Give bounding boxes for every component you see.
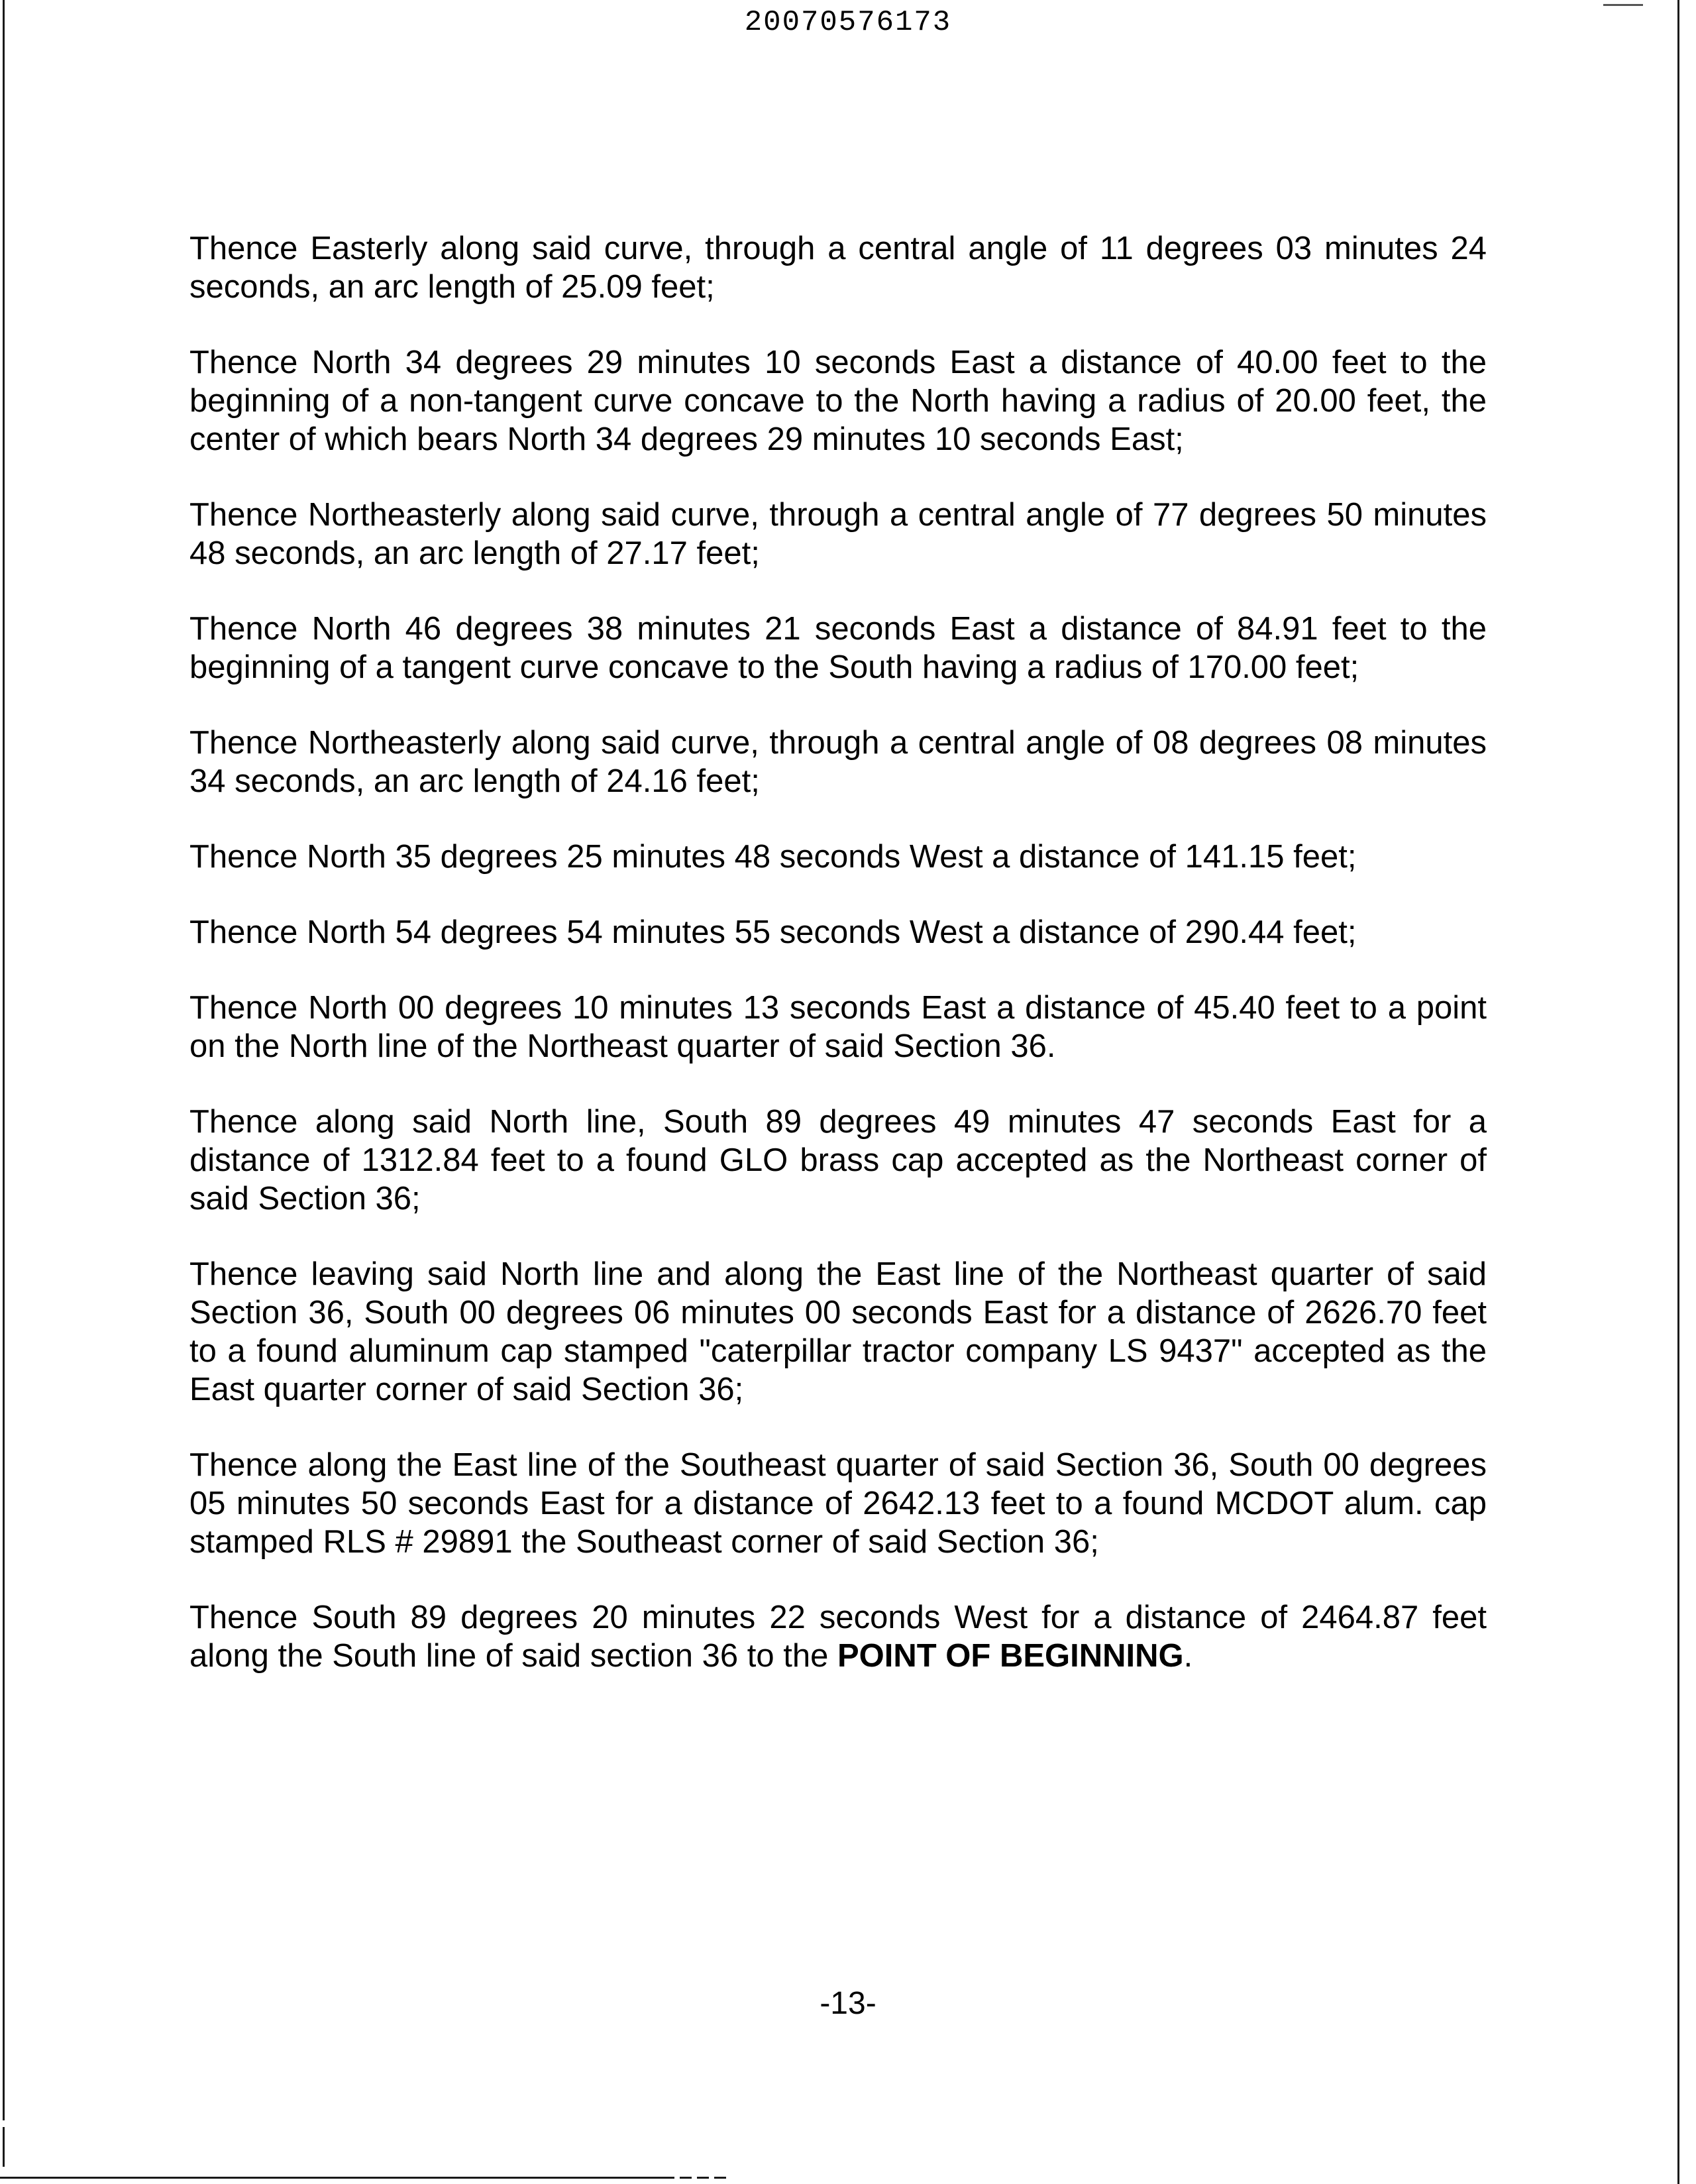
paragraph-east-line-southeast-quarter: Thence along the East line of the Southeast quarter of said Section 36, South 00 degrees 05 minutes 50 seconds East for a distance of 2642.13 feet to a found MCDOT alum. cap stamped RLS # 29891 the Southeast corner of said Section 36; [189, 1447, 1487, 1560]
paragraph-north-46-degrees: Thence North 46 degrees 38 minutes 21 seconds East a distance of 84.91 feet to the beginning of a tangent curve concave to the South having a radius of 170.00 feet; [189, 611, 1487, 685]
scan-edge-left [3, 0, 5, 2120]
legal-description-body [189, 229, 1487, 1712]
paragraph-point-of-beginning [189, 1598, 1487, 1675]
scan-edge-bottom-dash [662, 2177, 729, 2179]
scan-edge-bottom [0, 2177, 662, 2179]
point-of-beginning-label: POINT OF BEGINNING [837, 1638, 1184, 1674]
scan-edge-right [1677, 0, 1679, 2184]
paragraph-north-34-degrees: Thence North 34 degrees 29 minutes 10 seconds East a distance of 40.00 feet to the beginning of a non-tangent curve concave to the North having a radius of 20.00 feet, the center of which bears North 34 degrees 29 minutes 10 seconds East; [189, 345, 1487, 457]
scan-edge-left-lower [3, 2127, 5, 2167]
paragraph-north-54-degrees: Thence North 54 degrees 54 minutes 55 seconds West a distance of 290.44 feet; [189, 914, 1357, 950]
paragraph-north-35-degrees: Thence North 35 degrees 25 minutes 48 seconds West a distance of 141.15 feet; [189, 839, 1357, 875]
page-number: -13- [820, 1986, 876, 2021]
paragraph-north-line-south-89: Thence along said North line, South 89 degrees 49 minutes 47 seconds East for a distance of 1312.84 feet to a found GLO brass cap accepted as the Northeast corner of said Section 36; [189, 1104, 1487, 1217]
paragraph-northeasterly-curve-08: Thence Northeasterly along said curve, through a central angle of 08 degrees 08 minutes 34 seconds, an arc length of 24.16 feet; [189, 725, 1487, 799]
paragraph-north-00-degrees: Thence North 00 degrees 10 minutes 13 seconds East a distance of 45.40 feet to a point on the North line of the Northeast quarter of said Section 36. [189, 990, 1487, 1064]
final-paragraph-period: . [1183, 1638, 1193, 1674]
paragraph-northeasterly-curve-77: Thence Northeasterly along said curve, through a central angle of 77 degrees 50 minutes 48 seconds, an arc length of 27.17 feet; [189, 497, 1487, 571]
document-number: 20070576173 [744, 6, 952, 39]
paragraph-east-line-northeast-quarter: Thence leaving said North line and along the East line of the Northeast quarter of said Section 36, South 00 degrees 06 minutes 00 seconds East for a distance of 2626.70 feet to a found aluminum cap stamped "caterpillar tractor company LS 9437" accepted as the East quarter corner of said Section 36; [189, 1256, 1487, 1407]
final-paragraph-text: Thence South 89 degrees 20 minutes 22 seconds West for a distance of 2464.87 feet along the South line of said section 36 to the [189, 1600, 1487, 1674]
paragraph-easterly-curve: Thence Easterly along said curve, through a central angle of 11 degrees 03 minutes 24 seconds, an arc length of 25.09 feet; [189, 231, 1487, 305]
